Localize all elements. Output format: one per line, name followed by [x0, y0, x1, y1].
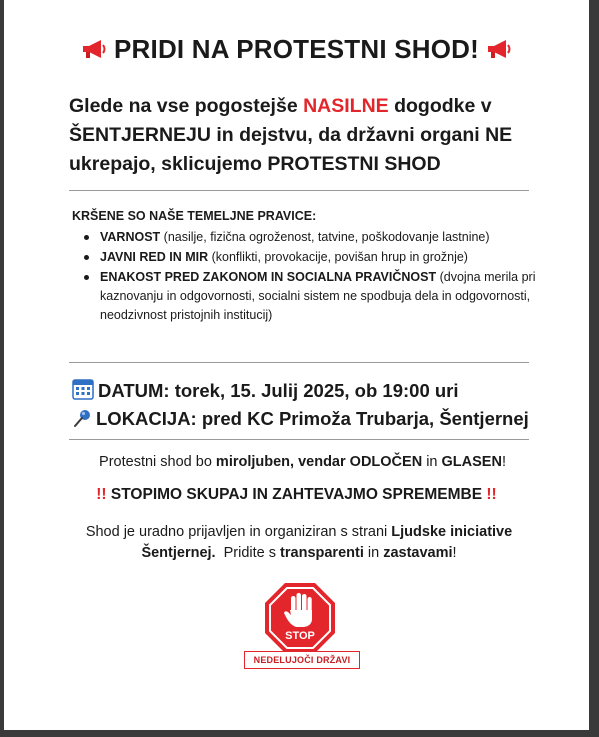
exclamation-marks: !!	[96, 486, 107, 503]
event-date	[72, 378, 459, 405]
event-location	[72, 408, 529, 433]
statement-bold: miroljuben, vendar ODLOČEN	[215, 454, 423, 470]
organizer-text: Pridite s	[215, 545, 281, 561]
list-item	[100, 268, 562, 325]
intro-text-1: Glede na vse pogostejše	[69, 95, 304, 117]
organizer-paragraph	[64, 522, 534, 564]
intro-highlight: NASILNE	[303, 95, 389, 117]
statement-text: in	[422, 454, 442, 470]
organizer-text: in	[363, 545, 384, 561]
call-text: STOPIMO SKUPAJ IN ZAHTEVAJMO SPREMEMBE	[106, 486, 487, 503]
exclamation-marks: !!	[486, 486, 497, 503]
stop-sign-label: NEDELUJOČI DRŽAVI	[244, 651, 360, 669]
divider	[69, 439, 529, 440]
pin-icon	[72, 408, 92, 433]
right-title: JAVNI RED IN MIR	[100, 250, 209, 264]
page-title	[4, 34, 589, 68]
statement-line	[4, 454, 599, 470]
event-date-text: DATUM: torek, 15. Julij 2025, ob 19:00 uri	[98, 380, 459, 401]
stop-hand-icon	[264, 582, 336, 654]
organizer-text: !	[452, 545, 457, 561]
statement-text: !	[501, 454, 506, 470]
right-detail: (dvojna merila pri kaznovanju in odgovornosti, socialni sistem ne spodbuja dela in odgovornosti, neodzivnost pristojnih institucij)	[100, 270, 536, 322]
divider	[69, 190, 529, 191]
megaphone-icon	[485, 37, 513, 68]
intro-text-2: dogodke v ŠENTJERNEJU in dejstvu, da državni organi NE ukrepajo, sklicujemo PROTESTNI SHOD	[69, 95, 513, 175]
organizer-bold: Ljudske iniciative Šentjernej.	[141, 524, 513, 561]
calendar-icon	[72, 378, 94, 405]
rights-list	[72, 228, 562, 326]
organizer-text: Shod je uradno prijavljen in organiziran s strani	[85, 524, 392, 540]
megaphone-icon	[80, 37, 108, 68]
right-detail: (konflikti, provokacije, povišan hrup in grožnje)	[208, 250, 468, 264]
list-item	[100, 228, 562, 247]
intro-paragraph	[69, 92, 539, 179]
stop-sign	[264, 582, 336, 654]
right-title: ENAKOST PRED ZAKONOM IN SOCIALNA PRAVIČNOST	[100, 270, 437, 284]
call-to-action	[4, 486, 589, 504]
right-title: VARNOST	[100, 230, 161, 244]
list-item	[100, 248, 562, 267]
title-text: PRIDI NA PROTESTNI SHOD!	[114, 34, 479, 64]
statement-bold: GLASEN	[441, 454, 502, 470]
organizer-bold: transparenti	[280, 545, 364, 561]
right-detail: (nasilje, fizična ogroženost, tatvine, poškodovanje lastnine)	[160, 230, 490, 244]
rights-heading: KRŠENE SO NAŠE TEMELJNE PRAVICE:	[72, 209, 317, 223]
statement-text: Protestni shod bo	[99, 454, 216, 470]
organizer-bold: zastavami	[383, 545, 453, 561]
stop-sign-text: STOP	[285, 630, 315, 642]
divider	[69, 362, 529, 363]
event-location-text: LOKACIJA: pred KC Primoža Trubarja, Šentjernej	[96, 408, 529, 429]
flyer-page	[4, 0, 589, 730]
